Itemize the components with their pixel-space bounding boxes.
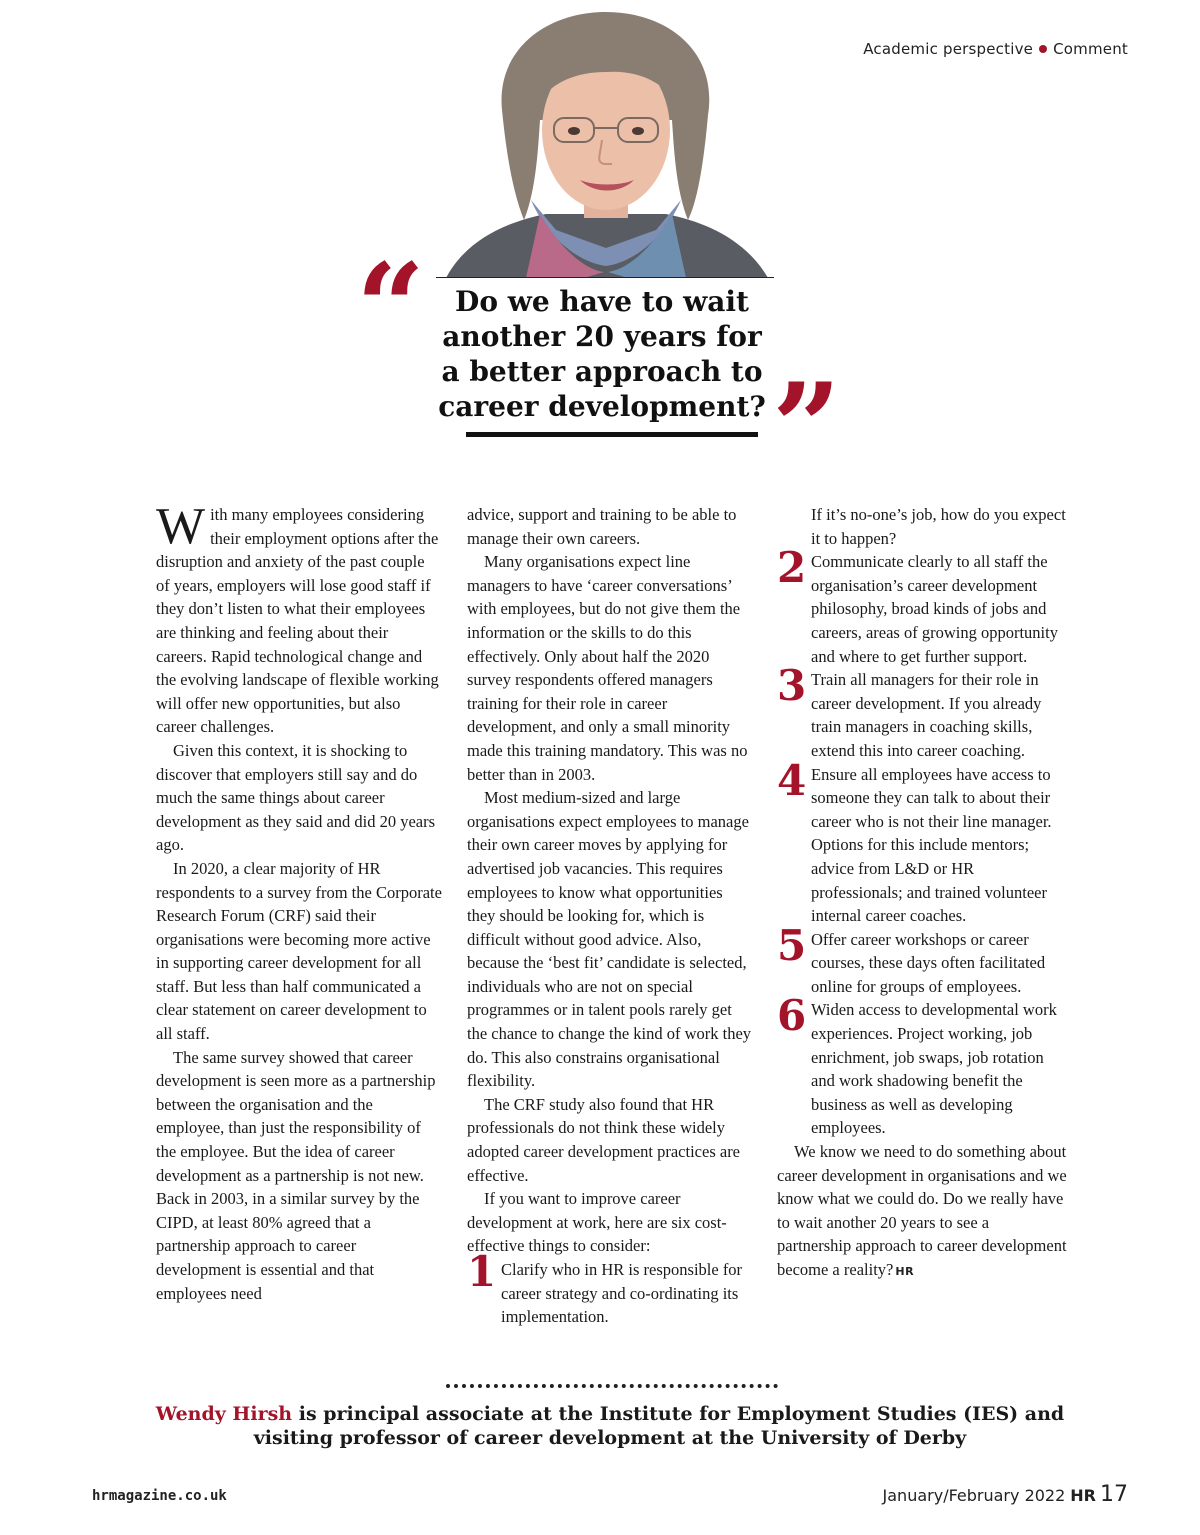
portrait-illustration (436, 0, 774, 278)
article-paragraph: Many organisations expect line managers to have ‘career conversations’ with employees, but do not give them the information or the skills to do this effectively. Only about half the 2020 survey respondents offered managers training for their role in career development, and only a small minority made this training mandatory. This was no better than in 2003. (467, 552, 748, 784)
article-paragraph: If you want to improve career development at work, here are six cost-effective things to consider: (467, 1189, 727, 1256)
numbered-item-continued (777, 503, 1067, 550)
bullet-dot-icon (1039, 45, 1047, 53)
item-text: Clarify who in HR is responsible for career strategy and co-ordinating its implementation. (501, 1260, 743, 1327)
author-portrait (436, 0, 774, 278)
item-number: 1 (467, 1247, 497, 1296)
article-paragraph: advice, support and training to be able to manage their own careers. (467, 505, 737, 548)
numbered-item (777, 920, 1067, 999)
page-number: 17 (1100, 1482, 1128, 1507)
article-paragraph: The same survey showed that career development is seen more as a partnership between the organisation and the employee, than just the responsibility of the employee. But the idea of career development as a partnership is not new. Back in 2003, in a similar survey by the CIPD, at least 80% agreed that a partnership approach to career development is essential and that employees need (156, 1047, 436, 1303)
footer-issue (883, 1482, 1128, 1507)
article-paragraph (777, 1140, 1067, 1284)
pull-quote-rule (466, 432, 758, 437)
numbered-item (777, 661, 1067, 762)
section-tag (863, 40, 1128, 58)
item-text: Offer career workshops or career courses, these days often facilitated online for groups of employees. (811, 929, 1046, 996)
article-column-3 (777, 503, 1067, 1284)
item-number: 4 (777, 755, 807, 805)
section-label: Academic perspective (863, 40, 1034, 58)
magazine-logo: HR (1070, 1486, 1096, 1505)
author-bio (150, 1402, 1070, 1450)
item-number: 3 (777, 661, 807, 711)
article-column-2 (467, 503, 753, 1329)
author-description: is principal associate at the Institute for Employment Studies (IES) and visiting professor of career development at the University of Derby (253, 1403, 1065, 1449)
open-quote-icon: “ (356, 237, 426, 378)
paragraph-text: ith many employees considering their employment options after the disruption and anxiety of the past couple of years, employers will lose good staff if they don’t listen to what their employees are thinking and feeling about their careers. Rapid technological change and the evolving landscape of flexible working will offer new opportunities, but also career challenges. (156, 505, 439, 737)
item-text: Train all managers for their role in career development. If you already train managers in coaching skills, extend this into career coaching. (811, 670, 1042, 760)
item-number: 6 (777, 991, 807, 1041)
end-mark-icon: HR (895, 1265, 915, 1278)
pull-quote: Do we have to wait another 20 years for a better approach to career development? (438, 285, 766, 423)
article-paragraph: Most medium-sized and large organisations expect employees to manage their own career moves by applying for advertised job vacancies. This requires employees to know what opportunities they should be looking for, which is difficult without good advice. Also, because the ‘best fit’ candidate is selected, individuals who are not on special programmes or in talent pools rarely get the chance to change the kind of work they do. This also constrains organisational flexibility. (467, 788, 752, 1091)
item-number: 2 (777, 543, 807, 593)
article-column-1 (156, 498, 442, 1305)
item-number: 5 (777, 920, 807, 970)
article-paragraph: In 2020, a clear majority of HR respondents to a survey from the Corporate Research Forum (CRF) said their organisations were becoming more active in supporting career development for all staff. But less than half communicated a clear statement on career development to all staff. (156, 858, 442, 1044)
numbered-item (777, 543, 1067, 668)
close-quote-icon: ” (772, 357, 842, 498)
issue-date: January/February 2022 (882, 1486, 1066, 1505)
article-paragraph: Given this context, it is shocking to discover that employers still say and do much the same things about career development as they said and did 20 years ago. (156, 740, 436, 855)
subsection-label: Comment (1053, 40, 1128, 58)
numbered-item (467, 1247, 753, 1329)
item-text: Communicate clearly to all staff the organisation’s career development philosophy, broad kinds of jobs and careers, areas of growing opportunity and where to get further support. (811, 552, 1058, 666)
footer-website: hrmagazine.co.uk (92, 1488, 227, 1504)
numbered-item (777, 991, 1067, 1140)
article-paragraph: The CRF study also found that HR professionals do not think these widely adopted career development practices are effective. (467, 1094, 741, 1185)
article-paragraph (156, 498, 442, 739)
author-name: Wendy Hirsh (155, 1403, 293, 1425)
closing-text: We know we need to do something about career development in organisations and we know what we could do. Do we really have to wait another 20 years to see a partnership approach to career development become a reality? (777, 1142, 1067, 1279)
numbered-item (777, 755, 1067, 928)
dotted-divider (446, 1384, 778, 1388)
item-text: Ensure all employees have access to someone they can talk to about their career who is not their line manager. Options for this include mentors; advice from L&D or HR professionals; and trained volunteer internal career coaches. (811, 764, 1052, 926)
item-text: If it’s no-one’s job, how do you expect it to happen? (811, 505, 1066, 548)
dropcap: W (156, 498, 206, 555)
item-text: Widen access to developmental work experiences. Project working, job enrichment, job swaps, job rotation and work shadowing benefit the business as well as developing employees. (811, 1000, 1057, 1138)
